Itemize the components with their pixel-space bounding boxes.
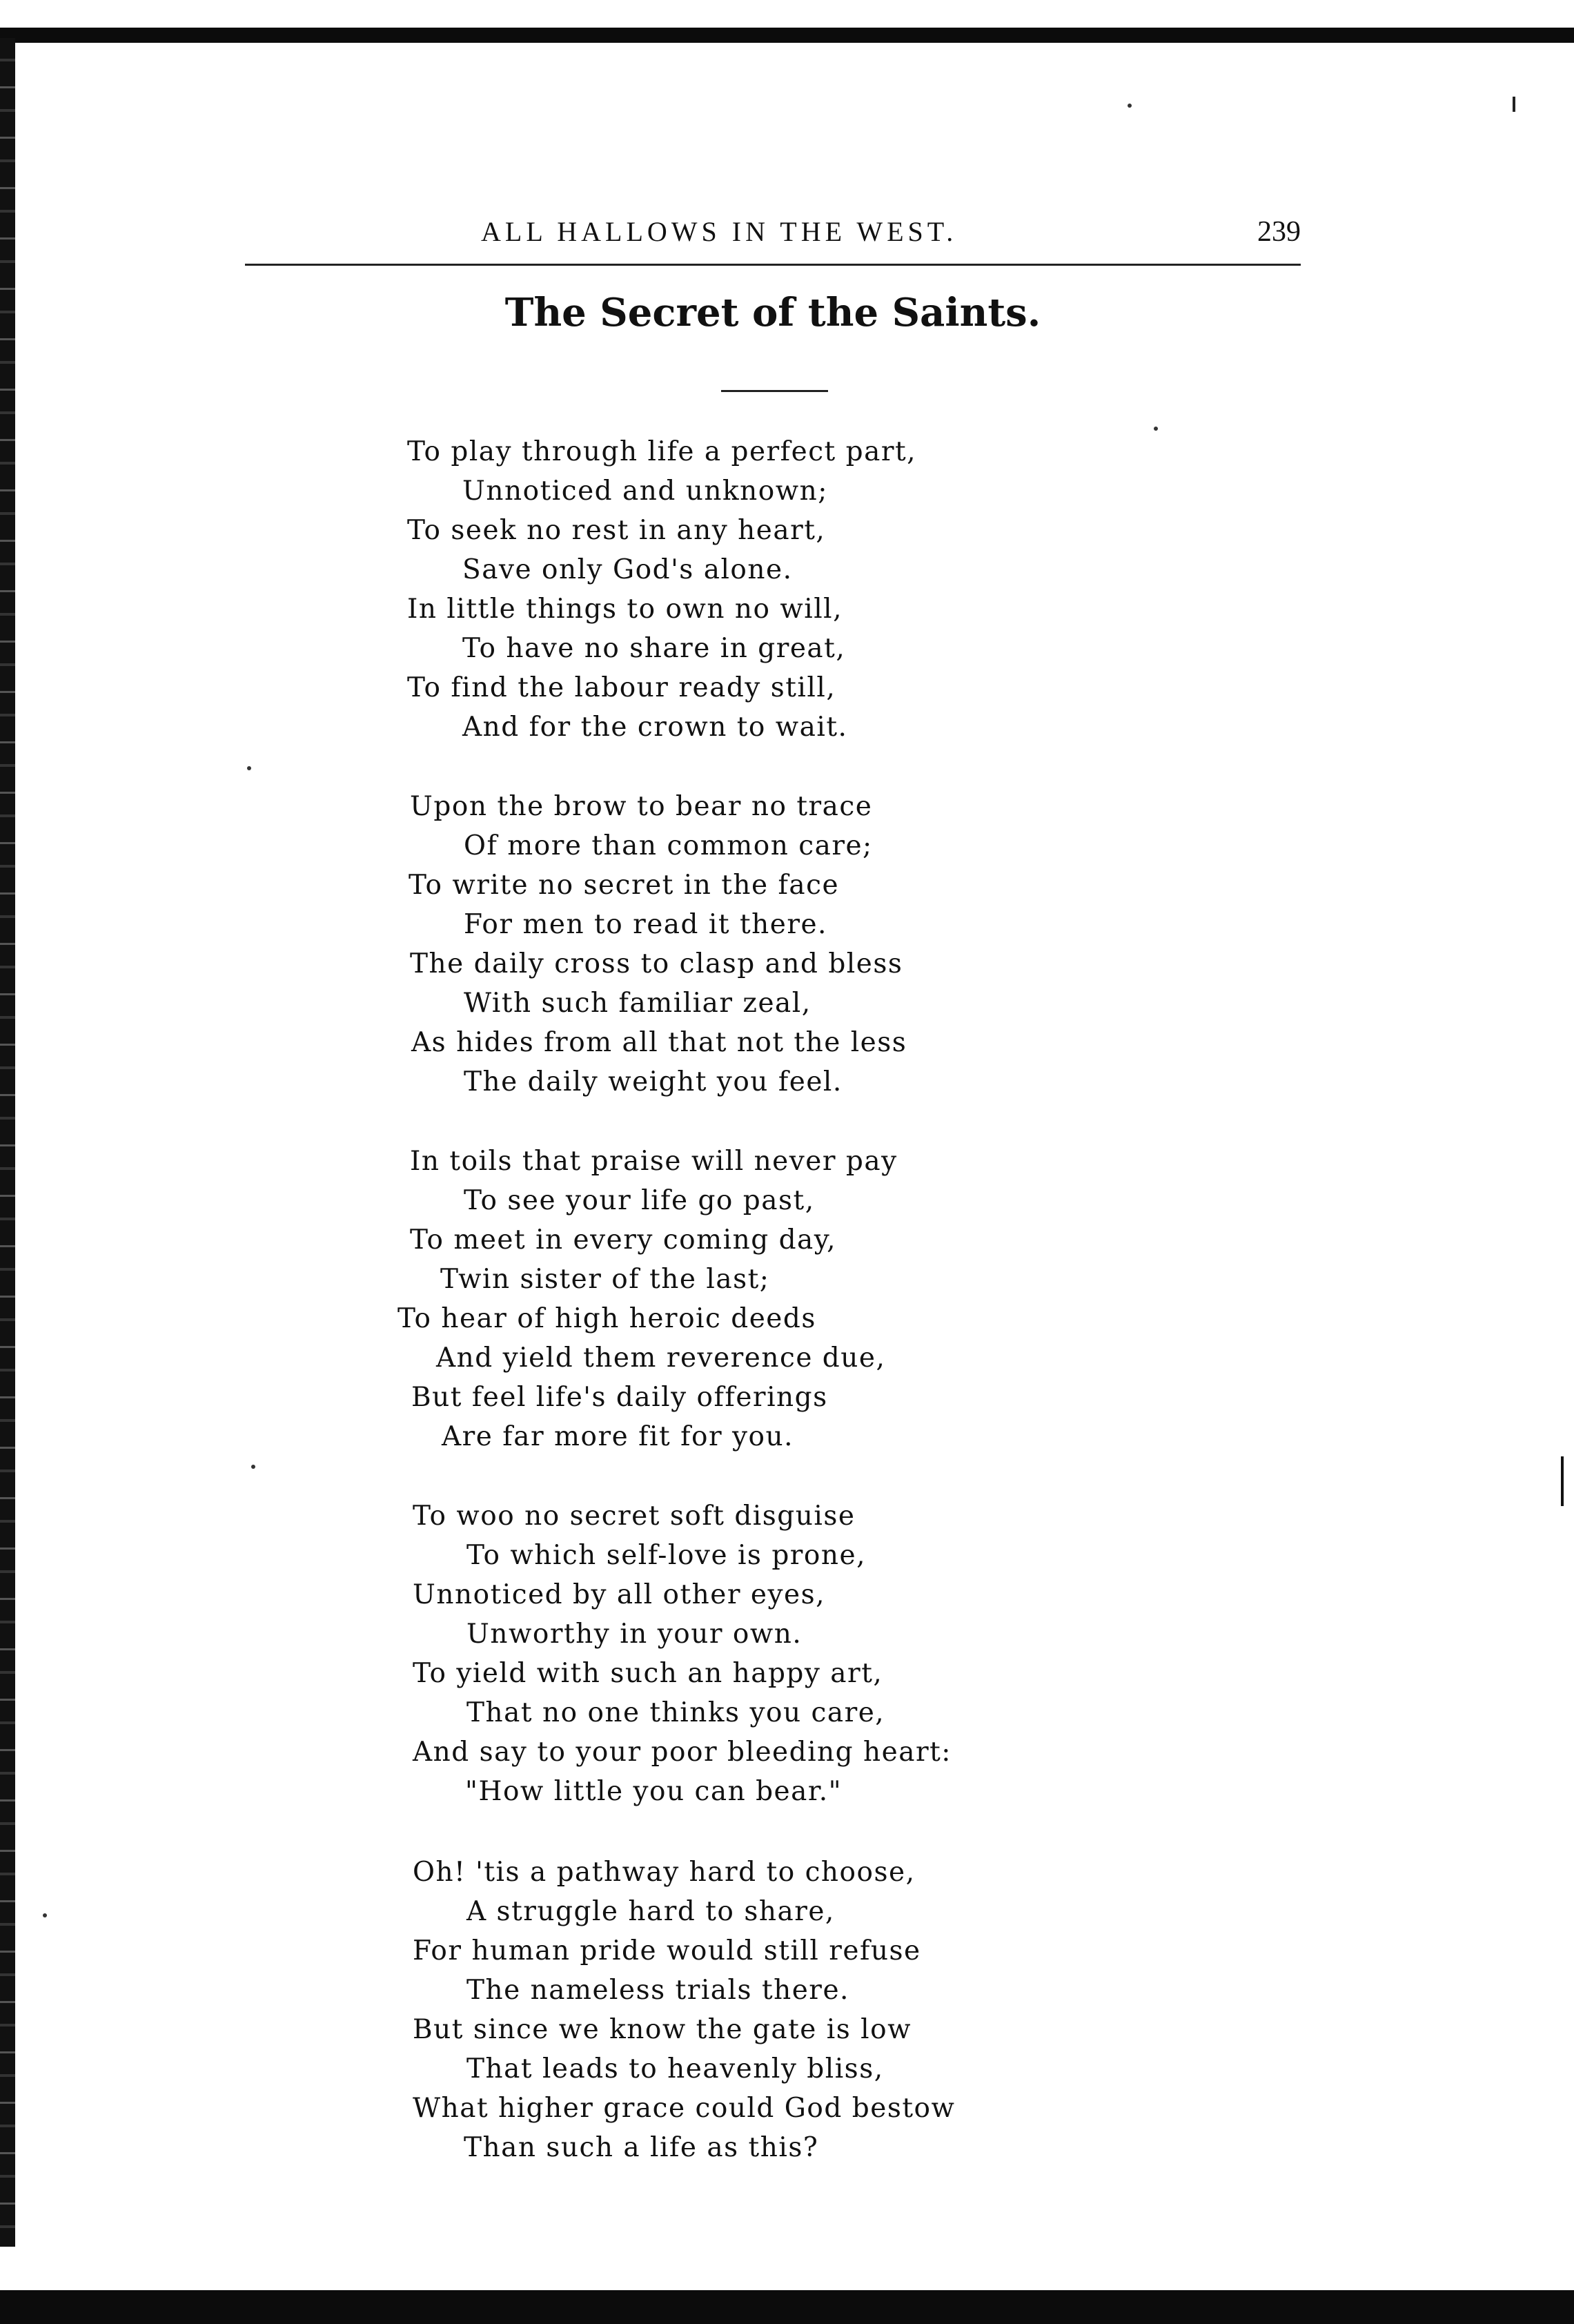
scan-speck [247, 766, 251, 770]
poem-line: The daily cross to clasp and bless [410, 948, 903, 979]
corner-mark [1513, 97, 1515, 112]
bottom-border-bar [0, 2290, 1574, 2324]
scan-speck [1128, 104, 1132, 108]
poem-line: To have no share in great, [462, 633, 846, 664]
poem-line: But feel life's daily offerings [411, 1382, 828, 1413]
poem-line: Unnoticed and unknown; [462, 476, 828, 507]
page-number: 239 [1257, 216, 1301, 248]
poem-line: In toils that praise will never pay [410, 1146, 898, 1177]
top-border-bar [0, 28, 1574, 43]
margin-mark [1561, 1456, 1564, 1506]
poem-line: Oh! 'tis a pathway hard to choose, [413, 1857, 916, 1888]
poem-line: The nameless trials there. [466, 1975, 849, 2006]
poem-title: The Secret of the Saints. [504, 290, 1041, 335]
poem-line: For men to read it there. [464, 909, 827, 940]
poem-line: To see your life go past, [464, 1185, 815, 1216]
poem-line: To yield with such an happy art, [413, 1658, 883, 1689]
poem-line: To find the labour ready still, [407, 672, 836, 703]
running-title: ALL HALLOWS IN THE WEST. [481, 216, 958, 247]
poem-line: To woo no secret soft disguise [413, 1501, 856, 1532]
poem-line: Unworthy in your own. [466, 1619, 803, 1650]
poem-line: And say to your poor bleeding heart: [413, 1737, 952, 1768]
poem-line: Unnoticed by all other eyes, [413, 1579, 825, 1610]
poem-line: With such familiar zeal, [464, 988, 811, 1019]
poem-line: As hides from all that not the less [411, 1027, 907, 1058]
poem-line: Of more than common care; [464, 830, 873, 861]
left-page-edge [0, 38, 15, 2247]
running-head [245, 214, 1301, 248]
poem-line: What higher grace could God bestow [413, 2093, 956, 2124]
poem-line: To seek no rest in any heart, [407, 515, 826, 546]
poem-line: To hear of high heroic deeds [397, 1303, 816, 1334]
poem-line: For human pride would still refuse [413, 1935, 921, 1966]
poem-line: To which self-love is prone, [466, 1540, 867, 1571]
poem-line: But since we know the gate is low [413, 2014, 912, 2045]
poem-line: Than such a life as this? [464, 2132, 819, 2163]
poem-line: To write no secret in the face [409, 870, 840, 901]
poem-line: And yield them reverence due, [436, 1342, 886, 1374]
scan-speck [43, 1913, 47, 1917]
poem-line: In little things to own no will, [407, 594, 843, 625]
title-rule [721, 390, 828, 392]
poem-line: Are far more fit for you. [442, 1421, 794, 1452]
scan-speck [1154, 427, 1158, 431]
poem-line: Save only God's alone. [462, 554, 793, 585]
poem-line: That leads to heavenly bliss, [466, 2053, 884, 2084]
poem-line: That no one thinks you care, [466, 1697, 885, 1728]
scan-speck [251, 1465, 255, 1469]
poem-line: "How little you can bear." [465, 1776, 843, 1807]
poem-line: To meet in every coming day, [410, 1224, 837, 1256]
poem-line: To play through life a perfect part, [407, 436, 917, 467]
poem-line: And for the crown to wait. [462, 712, 848, 743]
poem-line: A struggle hard to share, [466, 1896, 835, 1927]
header-rule [245, 264, 1301, 266]
poem-line: The daily weight you feel. [464, 1066, 843, 1097]
poem-line: Twin sister of the last; [440, 1264, 770, 1295]
poem-line: Upon the brow to bear no trace [410, 791, 873, 822]
